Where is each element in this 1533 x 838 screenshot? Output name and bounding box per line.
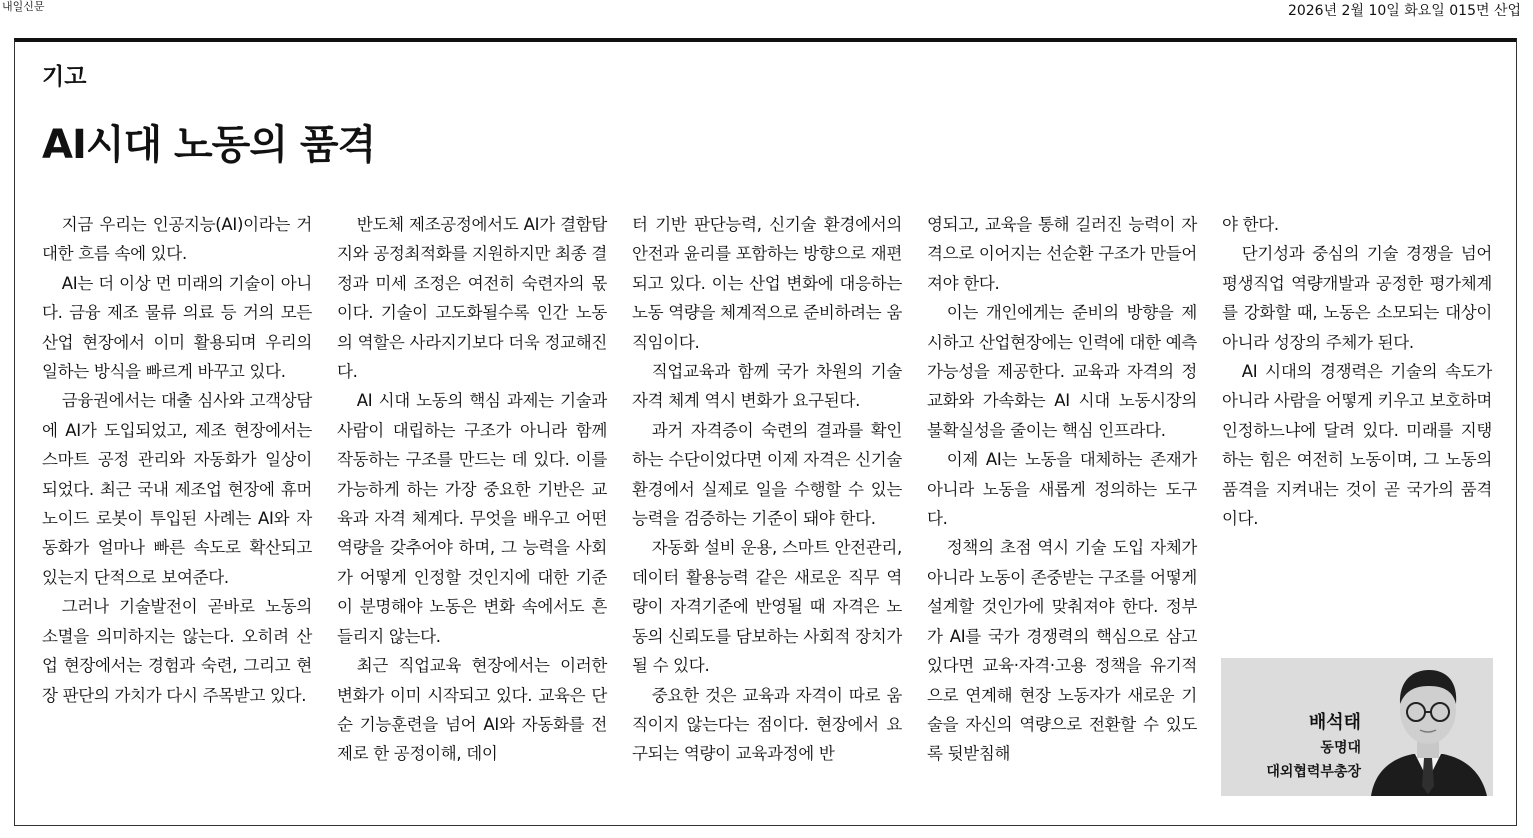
article-column-1 — [42, 210, 312, 710]
article-paragraph: AI 시대 노동의 핵심 과제는 기술과 사람이 대립하는 구조가 아니라 함께 작동하는 구조를 만드는 데 있다. 이를 가능하게 하는 가장 중요한 기반은 교육과 자격 체계다. 무엇을 배우고 어떤 역량을 갖추어야 하며, 그 능력을 사회가 어떻게 인정할 것인지에 대한 기준이 분명해야 노동은 변화 속에서도 흔들리지 않는다. — [337, 391, 607, 646]
article-paragraph: 정책의 초점 역시 기술 도입 자체가 아니라 노동이 존중받는 구조를 어떻게 설계할 것인가에 맞춰져야 한다. 정부가 AI를 국가 경쟁력의 핵심으로 삼고 있다면 교육·자격·고용 정책을 유기적으로 연계해 현장 노동자가 새로운 기술을 자신의 역량으로 전환할 수 있도록 뒷받침해 — [927, 538, 1198, 764]
masthead-dateline: 2026년 2월 10일 화요일 015면 산업 — [1287, 3, 1521, 19]
article-paragraph: 반도체 제조공정에서도 AI가 결함탐지와 공정최적화를 지원하지만 최종 결정과 미세 조정은 여전히 숙련자의 몫이다. 기술이 고도화될수록 인간 노동의 역할은 사라지기보다 더욱 정교해진다. — [337, 215, 608, 382]
article-column-2 — [337, 210, 607, 769]
article-paragraph: 금융권에서는 대출 심사와 고객상담에 AI가 도입되었고, 제조 현장에서는 스마트 공정 관리와 자동화가 일상이 되었다. 최근 국내 제조업 현장에 휴머노이드 로봇이 투입된 사례는 AI와 자동화가 얼마나 빠른 속도로 확산되고 있는지 단적으로 보여준다. — [42, 391, 312, 587]
author-role: 대외협력부총장 — [1266, 764, 1361, 780]
article-column-5 — [1222, 210, 1492, 533]
article-paragraph: 영되고, 교육을 통해 길러진 능력이 자격으로 이어지는 선순환 구조가 만들어져야 한다. — [927, 215, 1198, 293]
article-paragraph: AI는 더 이상 먼 미래의 기술이 아니다. 금융 제조 물류 의료 등 거의 모든 산업 현장에서 이미 활용되며 우리의 일하는 방식을 빠르게 바꾸고 있다. — [42, 273, 312, 382]
article-column-3 — [632, 210, 902, 769]
author-portrait-icon — [1363, 658, 1493, 796]
article-paragraph: 이는 개인에게는 준비의 방향을 제시하고 산업현장에는 인력에 대한 예측 가능성을 제공한다. 교육과 자격의 정교화와 가속화는 AI 시대 노동시장의 불확실성을 줄이는 핵심 인프라다. — [927, 303, 1198, 440]
article-paragraph: 터 기반 판단능력, 신기술 환경에서의 안전과 윤리를 포함하는 방향으로 재편되고 있다. 이는 산업 변화에 대응하는 노동 역량을 체계적으로 준비하려는 움직임이다. — [632, 215, 903, 352]
section-label: 기고 — [42, 64, 87, 90]
article-paragraph: 이제 AI는 노동을 대체하는 존재가 아니라 노동을 새롭게 정의하는 도구다. — [927, 450, 1197, 529]
article-column-4 — [927, 210, 1197, 769]
article-paragraph: 그러나 기술발전이 곧바로 노동의 소멸을 의미하지는 않는다. 오히려 산업 현장에서는 경험과 숙련, 그리고 현장 판단의 가치가 다시 주목받고 있다. — [42, 597, 312, 705]
article-paragraph: 직업교육과 함께 국가 차원의 기술자격 체계 역시 변화가 요구된다. — [632, 362, 902, 411]
article-paragraph: 최근 직업교육 현장에서는 이러한 변화가 이미 시작되고 있다. 교육은 단순 기능훈련을 넘어 AI와 자동화를 전제로 한 공정이해, 데이 — [337, 656, 607, 764]
author-name: 배석태 — [1308, 712, 1361, 733]
article-paragraph: 중요한 것은 교육과 자격이 따로 움직이지 않는다는 점이다. 현장에서 요구되는 역량이 교육과정에 반 — [632, 685, 902, 764]
masthead-paper-name: 내일신문 — [2, 0, 45, 13]
article-paragraph: 단기성과 중심의 기술 경쟁을 넘어 평생직업 역량개발과 공정한 평가체계를 강화할 때, 노동은 소모되는 대상이 아니라 성장의 주체가 된다. — [1222, 244, 1492, 352]
article-paragraph: 야 한다. — [1222, 215, 1279, 234]
article-paragraph: 자동화 설비 운용, 스마트 안전관리, 데이터 활용능력 같은 새로운 직무 역량이 자격기준에 반영될 때 자격은 노동의 신뢰도를 담보하는 사회적 장치가 될 수 있다. — [632, 538, 903, 676]
author-org: 동명대 — [1320, 740, 1361, 756]
article-paragraph: AI 시대의 경쟁력은 기술의 속도가 아니라 사람을 어떻게 키우고 보호하며 인정하느냐에 달려 있다. 미래를 지탱하는 힘은 여전히 노동이며, 그 노동의 품격을 지켜내는 것이 곧 국가의 품격이다. — [1222, 362, 1493, 529]
article-paragraph: 지금 우리는 인공지능(AI)이라는 거대한 흐름 속에 있다. — [42, 215, 312, 264]
author-byline — [1266, 710, 1361, 784]
article-headline: AI시대 노동의 품격 — [42, 122, 376, 168]
author-box — [1221, 658, 1493, 796]
article-paragraph: 과거 자격증이 숙련의 결과를 확인하는 수단이었다면 이제 자격은 신기술 환경에서 실제로 일을 수행할 수 있는 능력을 검증하는 기준이 돼야 한다. — [632, 420, 903, 529]
